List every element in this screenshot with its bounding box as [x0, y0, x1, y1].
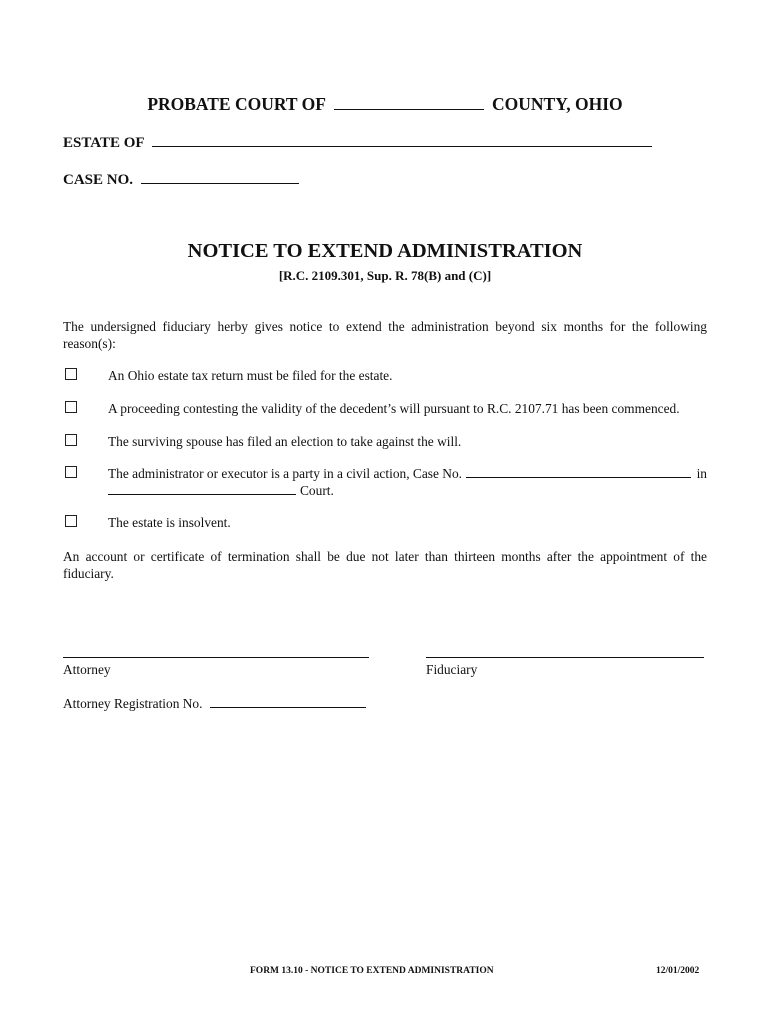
reason-will-contest: A proceeding contesting the validity of the decedent’s will pursuant to R.C. 2107.71 has been commenced. — [108, 401, 680, 416]
attorney-label: Attorney — [63, 662, 111, 677]
intro-paragraph: The undersigned fiduciary herby gives notice to extend the administration beyond six months for the following reason(s): — [63, 319, 707, 351]
reason-civil-action — [108, 465, 707, 499]
fiduciary-label: Fiduciary — [426, 662, 478, 677]
footer-form-label: FORM 13.10 - NOTICE TO EXTEND ADMINISTRATION — [250, 966, 494, 976]
estate-label: ESTATE OF — [63, 135, 144, 151]
case-number-field[interactable] — [141, 182, 299, 184]
attorney-signature-line[interactable] — [63, 657, 369, 658]
civil-action-court: Court. — [300, 483, 334, 498]
reason-checkbox-spouse-election[interactable] — [65, 434, 77, 446]
civil-action-text: The administrator or executor is a party in a civil action, Case No. — [108, 466, 462, 481]
form-title: NOTICE TO EXTEND ADMINISTRATION — [187, 240, 583, 262]
reason-checkbox-estate-tax[interactable] — [65, 368, 77, 380]
estate-line — [63, 135, 652, 152]
registration-number-field[interactable] — [210, 706, 366, 708]
reason-checkbox-will-contest[interactable] — [65, 401, 77, 413]
civil-action-in: in — [696, 466, 707, 481]
estate-name-field[interactable] — [152, 145, 652, 147]
case-number-line — [63, 172, 299, 189]
county-name-field[interactable] — [334, 108, 484, 110]
reason-estate-tax: An Ohio estate tax return must be filed for the estate. — [108, 368, 393, 383]
registration-label: Attorney Registration No. — [63, 696, 203, 711]
closing-paragraph: An account or certificate of termination shall be due not later than thirteen months after the appointment of the fiduciary. — [63, 549, 707, 581]
court-suffix: COUNTY, OHIO — [492, 94, 623, 114]
reason-checkbox-insolvent[interactable] — [65, 515, 77, 527]
reason-checkbox-civil-action[interactable] — [65, 466, 77, 478]
civil-court-name-field[interactable] — [108, 493, 296, 495]
fiduciary-signature-line[interactable] — [426, 657, 704, 658]
statute-reference: [R.C. 2109.301, Sup. R. 78(B) and (C)] — [278, 268, 492, 283]
case-label: CASE NO. — [63, 172, 134, 188]
civil-case-number-field[interactable] — [466, 476, 691, 478]
registration-line — [63, 696, 366, 712]
reason-insolvent: The estate is insolvent. — [108, 515, 231, 530]
footer-date: 12/01/2002 — [656, 966, 700, 976]
reason-spouse-election: The surviving spouse has filed an election to take against the will. — [108, 434, 462, 449]
court-prefix: PROBATE COURT OF — [147, 94, 326, 114]
court-heading — [0, 94, 770, 115]
